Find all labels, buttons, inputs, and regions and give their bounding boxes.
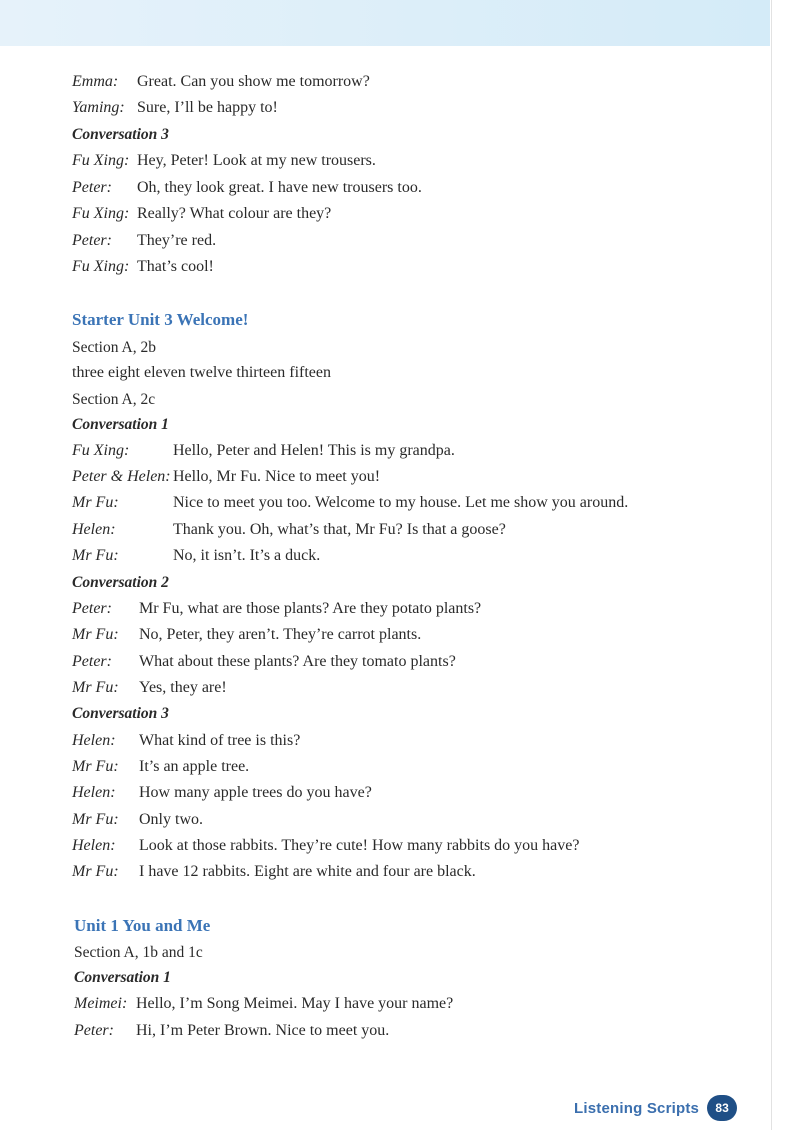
page-edge-rule (771, 0, 772, 1130)
line-text: Hello, Peter and Helen! This is my grandpa. (173, 442, 455, 459)
conversation-heading: Conversation 3 (72, 126, 169, 143)
conversation-heading: Conversation 1 (72, 416, 169, 433)
line-text: I have 12 rabbits. Eight are white and four are black. (139, 863, 476, 880)
line-text: No, Peter, they aren’t. They’re carrot plants. (139, 626, 422, 643)
speaker-name: Peter: (72, 653, 112, 670)
line-text: Oh, they look great. I have new trousers too. (137, 179, 422, 196)
speaker-name: Emma: (72, 73, 119, 90)
line-text: Look at those rabbits. They’re cute! How many rabbits do you have? (139, 837, 580, 854)
line-text: Sure, I’ll be happy to! (137, 99, 278, 116)
conversation-heading: Conversation 2 (72, 574, 169, 591)
page-footer (574, 1094, 737, 1122)
speaker-name: Helen: (72, 521, 116, 538)
speaker-name: Peter: (72, 600, 112, 617)
line-text: Great. Can you show me tomorrow? (137, 73, 370, 90)
speaker-name: Yaming: (72, 99, 125, 116)
speaker-name: Mr Fu: (72, 679, 119, 696)
line-text: Hello, Mr Fu. Nice to meet you! (173, 468, 381, 485)
footer-section-label: Listening Scripts (574, 1099, 700, 1117)
line-text: Thank you. Oh, what’s that, Mr Fu? Is that a goose? (173, 521, 506, 538)
speaker-name: Peter: (72, 232, 112, 249)
line-text: What kind of tree is this? (139, 732, 301, 749)
speaker-name: Peter: (74, 1022, 114, 1039)
line-text: No, it isn’t. It’s a duck. (173, 547, 321, 564)
speaker-name: Mr Fu: (72, 494, 119, 511)
line-text: Yes, they are! (139, 679, 227, 696)
line-text: Mr Fu, what are those plants? Are they potato plants? (139, 600, 482, 617)
section-label: Section A, 2c (72, 391, 156, 408)
line-text: Nice to meet you too. Welcome to my house. Let me show you around. (173, 494, 629, 511)
speaker-name: Fu Xing: (72, 152, 130, 169)
section-label: Section A, 2b (72, 339, 156, 356)
speaker-name: Helen: (72, 837, 116, 854)
line-text: Hi, I’m Peter Brown. Nice to meet you. (136, 1022, 390, 1039)
speaker-name: Meimei: (74, 995, 128, 1012)
line-text: Hello, I’m Song Meimei. May I have your name? (136, 995, 454, 1012)
conversation-heading: Conversation 1 (74, 969, 171, 986)
line-text: Really? What colour are they? (137, 205, 332, 222)
section-label: Section A, 1b and 1c (74, 944, 203, 961)
speaker-name: Helen: (72, 784, 116, 801)
unit-title: Starter Unit 3 Welcome! (72, 310, 249, 329)
speaker-name: Mr Fu: (72, 547, 119, 564)
line-text: Hey, Peter! Look at my new trousers. (137, 152, 376, 169)
line-text: It’s an apple tree. (139, 758, 250, 775)
speaker-name: Mr Fu: (72, 758, 119, 775)
unit-title: Unit 1 You and Me (74, 916, 211, 935)
speaker-name: Mr Fu: (72, 811, 119, 828)
line-text: What about these plants? Are they tomato plants? (139, 653, 456, 670)
speaker-name: Mr Fu: (72, 863, 119, 880)
line-text: That’s cool! (137, 258, 214, 275)
page-number-badge: 83 (707, 1095, 737, 1121)
line-text: They’re red. (137, 232, 217, 249)
speaker-name: Mr Fu: (72, 626, 119, 643)
speaker-name: Fu Xing: (72, 258, 130, 275)
speaker-name: Fu Xing: (72, 205, 130, 222)
speaker-name: Peter & Helen: (72, 468, 171, 485)
conversation-heading: Conversation 3 (72, 705, 169, 722)
word-list: three eight eleven twelve thirteen fifteen (72, 364, 331, 381)
speaker-name: Helen: (72, 732, 116, 749)
line-text: Only two. (139, 811, 203, 828)
speaker-name: Peter: (72, 179, 112, 196)
line-text: How many apple trees do you have? (139, 784, 372, 801)
speaker-name: Fu Xing: (72, 442, 130, 459)
